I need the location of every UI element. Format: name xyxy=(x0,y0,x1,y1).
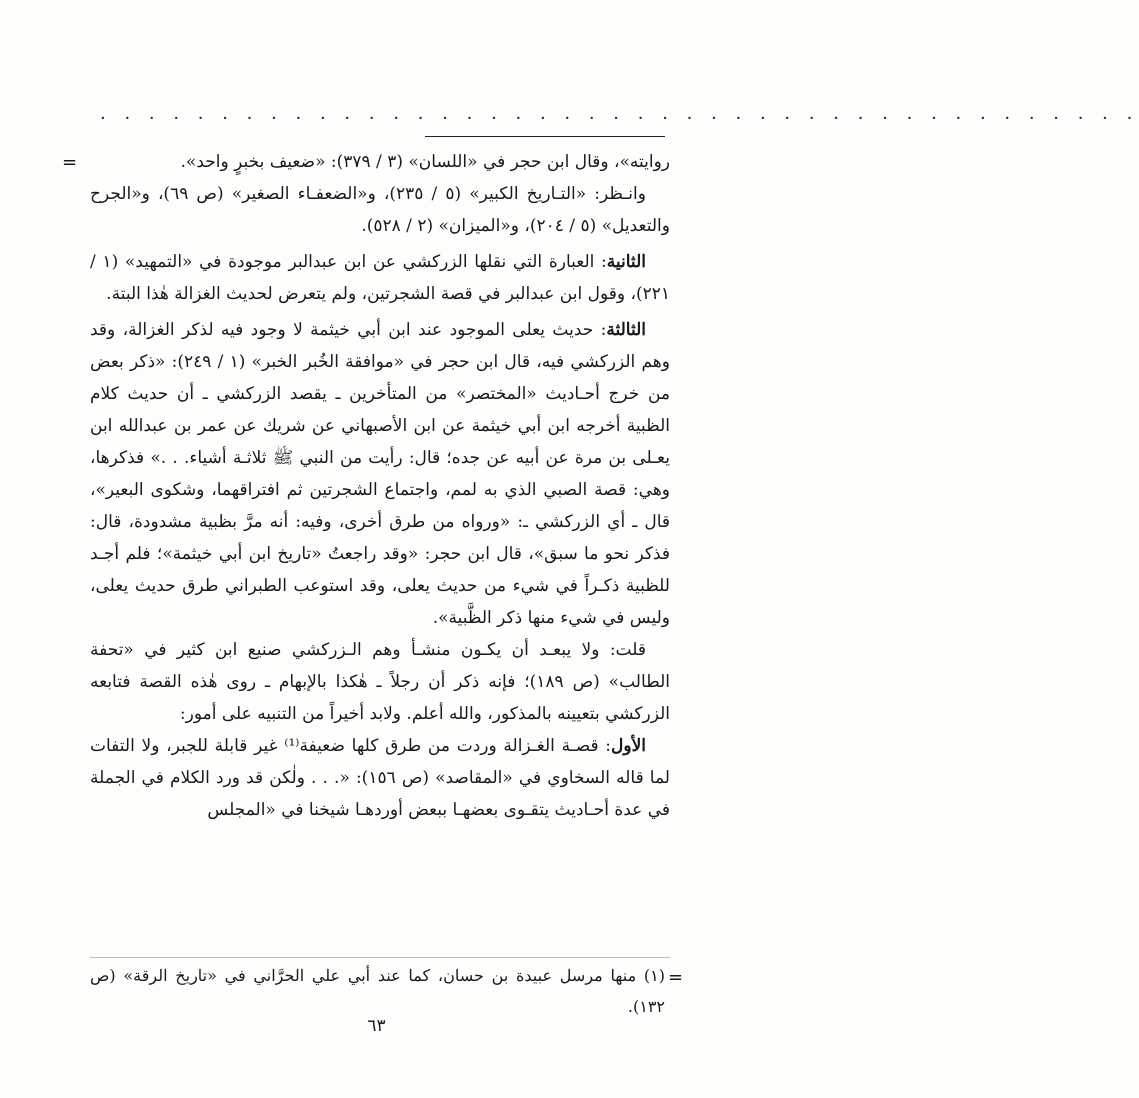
paragraph-see-also: وانـظر: «التـاريخ الكبير» (٥ / ٢٣٥)، و«الضعفـاء الصغير» (ص ٦٩)، و«الجرح والتعديل» (٥ / ٢٠٤)، و«الميزان» (٢ / ٥٢٨). xyxy=(90,184,670,236)
label-first: الأول xyxy=(611,736,647,756)
header-rule xyxy=(425,136,665,137)
paragraph-third-body: : حديث يعلى الموجود عند ابن أبي خيثمة لا وجود فيه لذكر الغزالة، وقد وهم الزركشي فيه، قال ابن حجر في «موافقة الخُبر الخبر» (١ / ٢٤٩): «ذكر بعض من خرج أحـاديث «المختصر» من المتأخرين ـ يقصد الزركشي ـ أن حديث كلام الظبية أخرجه ابن أبي خيثمة عن ابن الأصبهاني عن شريك عن عمر بن عبدالله ابن يعـلى بن مرة عن أبيه عن جده؛ قال: رأيت من النبي ﷺ ثلاثـة أشياء. . .» فذكرها، وهي: قصة الصبي الذي به لمم، واجتماع الشجرتين ثم افتراقهما، وشكوى البعير»، قال ـ أي الزركشي ـ: «ورواه من طرق أخرى، وفيه: أنه مرَّ بظبية مشدودة، قال: فذكر نحو ما سبق»، قال ابن حجر: «وقد راجعتُ «تاريخ ابن أبي خيثمة»؛ فلم أجـد للظبية ذكـراً في شيء من حديث يعلى، وقد استوعب الطبراني طرق حديث يعلى، وليس في شيء منها ذكر الظَّبية». xyxy=(90,320,670,628)
paragraph-first xyxy=(90,730,670,826)
footnote-continuation-mark: = xyxy=(668,967,684,988)
paragraph-second xyxy=(90,246,670,310)
paragraph-continuation: روايته»، وقال ابن حجر في «اللسان» (٣ / ٣٧٩): «ضعيف بخبرٍ واحد». xyxy=(180,152,670,172)
footnote-text: (١) منها مرسل عبيدة بن حسان، كما عند أبي علي الحرَّاني في «تاريخ الرقة» (ص ١٣٢). xyxy=(90,966,665,1016)
label-third: الثالثة xyxy=(606,320,646,340)
label-second: الثانية xyxy=(606,252,646,272)
footnote xyxy=(90,960,665,1022)
footnote-separator xyxy=(90,957,670,958)
paragraph-second-body: : العبارة التي نقلها الزركشي عن ابن عبدالبر موجودة في «التمهيد» (١ / ٢٢١)، وقول ابن عبدالبر في قصة الشجرتين، ولم يتعرض لحديث الغزالة هٰذا البتة. xyxy=(90,252,670,304)
continuation-mark: = xyxy=(62,152,78,173)
page-number: ٦٣ xyxy=(367,1016,386,1036)
paragraph-first-body: : قصـة الغـزالة وردت من طرق كلها ضعيفة⁽¹⁾ غير قابلة للجبر، ولا التفات لما قاله السخاوي في «المقاصد» (ص ١٥٦): «. . . ولٰكن قد ورد الكلام في الجملة في عدة أحـاديث يتقـوى بعضهـا ببعض أوردهـا شيخنا في «المجلس xyxy=(90,736,670,820)
header-dotted-line: · · · · · · · · · · · · · · · · · · · · · · · · · · · · · · · · · · · · · · · · · · · xyxy=(100,108,1139,129)
paragraph-note: قلت: ولا يبعـد أن يكـون منشـأ وهم الـزركشي صنيع ابن كثير في «تحفة الطالب» (ص ١٨٩)؛ فإنه ذكر أن رجلاً ـ هٰكذا بالإبهام ـ روى هٰذه القصة فتابعه الزركشي بتعيينه بالمذكور، والله أعلم. ولابد أخيراً من التنبيه على أمور: xyxy=(90,640,670,724)
paragraph-third xyxy=(90,314,670,634)
main-text xyxy=(90,146,670,826)
